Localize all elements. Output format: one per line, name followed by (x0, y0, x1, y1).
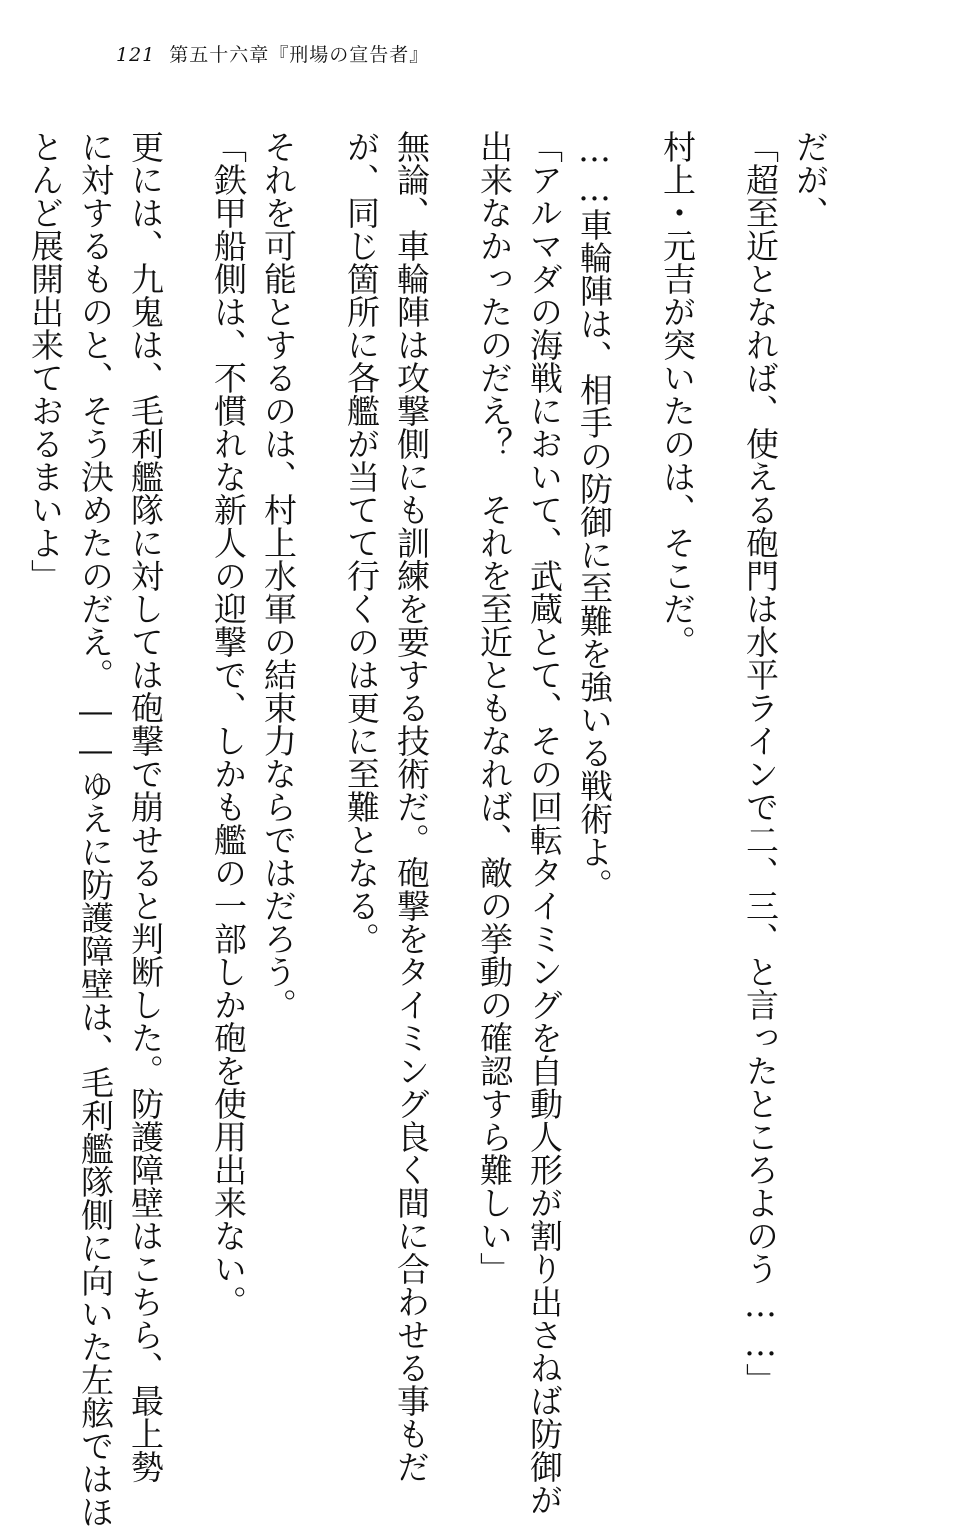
text-line: に対するものと、そう決めたのだえ。――ゆえに防護障壁は、毛利艦隊側に向いた左舷ではほ (76, 130, 115, 1528)
chapter-title: 第五十六章『刑場の宣告者』 (169, 44, 430, 66)
text-line: ……車輪陣は、相手の防御に至難を強いる戦術よ。 (575, 130, 614, 901)
running-header (116, 40, 429, 67)
text-line: が、同じ箇所に各艦が当てて行くのは更に至難となる。 (342, 130, 381, 955)
text-line: 無論、車輪陣は攻撃側にも訓練を要する技術だ。砲撃をタイミング良く間に合わせる事もだ (392, 130, 431, 1483)
text-line: 「アルマダの海戦において、武蔵とて、その回転タイミングを自動人形が割り出さねば防御が (525, 130, 564, 1516)
text-line: 「鉄甲船側は、不慣れな新人の迎撃で、しかも艦の一部しか砲を使用出来ない。 (209, 130, 248, 1318)
text-line: 出来なかったのだえ？ それを至近ともなれば、敵の挙動の確認すら難しい」 (475, 130, 514, 1285)
text-line: それを可能とするのは、村上水軍の結束力ならではだろう。 (259, 130, 298, 1021)
text-line: 更には、九鬼は、毛利艦隊に対しては砲撃で崩せると判断した。防護障壁はこちら、最上勢 (126, 130, 165, 1483)
body-text (26, 130, 868, 1528)
text-line: 村上・元吉が突いたのは、そこだ。 (658, 130, 697, 658)
text-line: とんど展開出来ておるまいよ」 (26, 130, 65, 592)
page-number: 121 (116, 44, 156, 66)
text-line (0, 130, 20, 1330)
text-line: だが、 (791, 130, 830, 229)
text-line: 「超至近となれば、使える砲門は水平ラインで二、三、と言ったところよのう……」 (741, 130, 780, 1396)
